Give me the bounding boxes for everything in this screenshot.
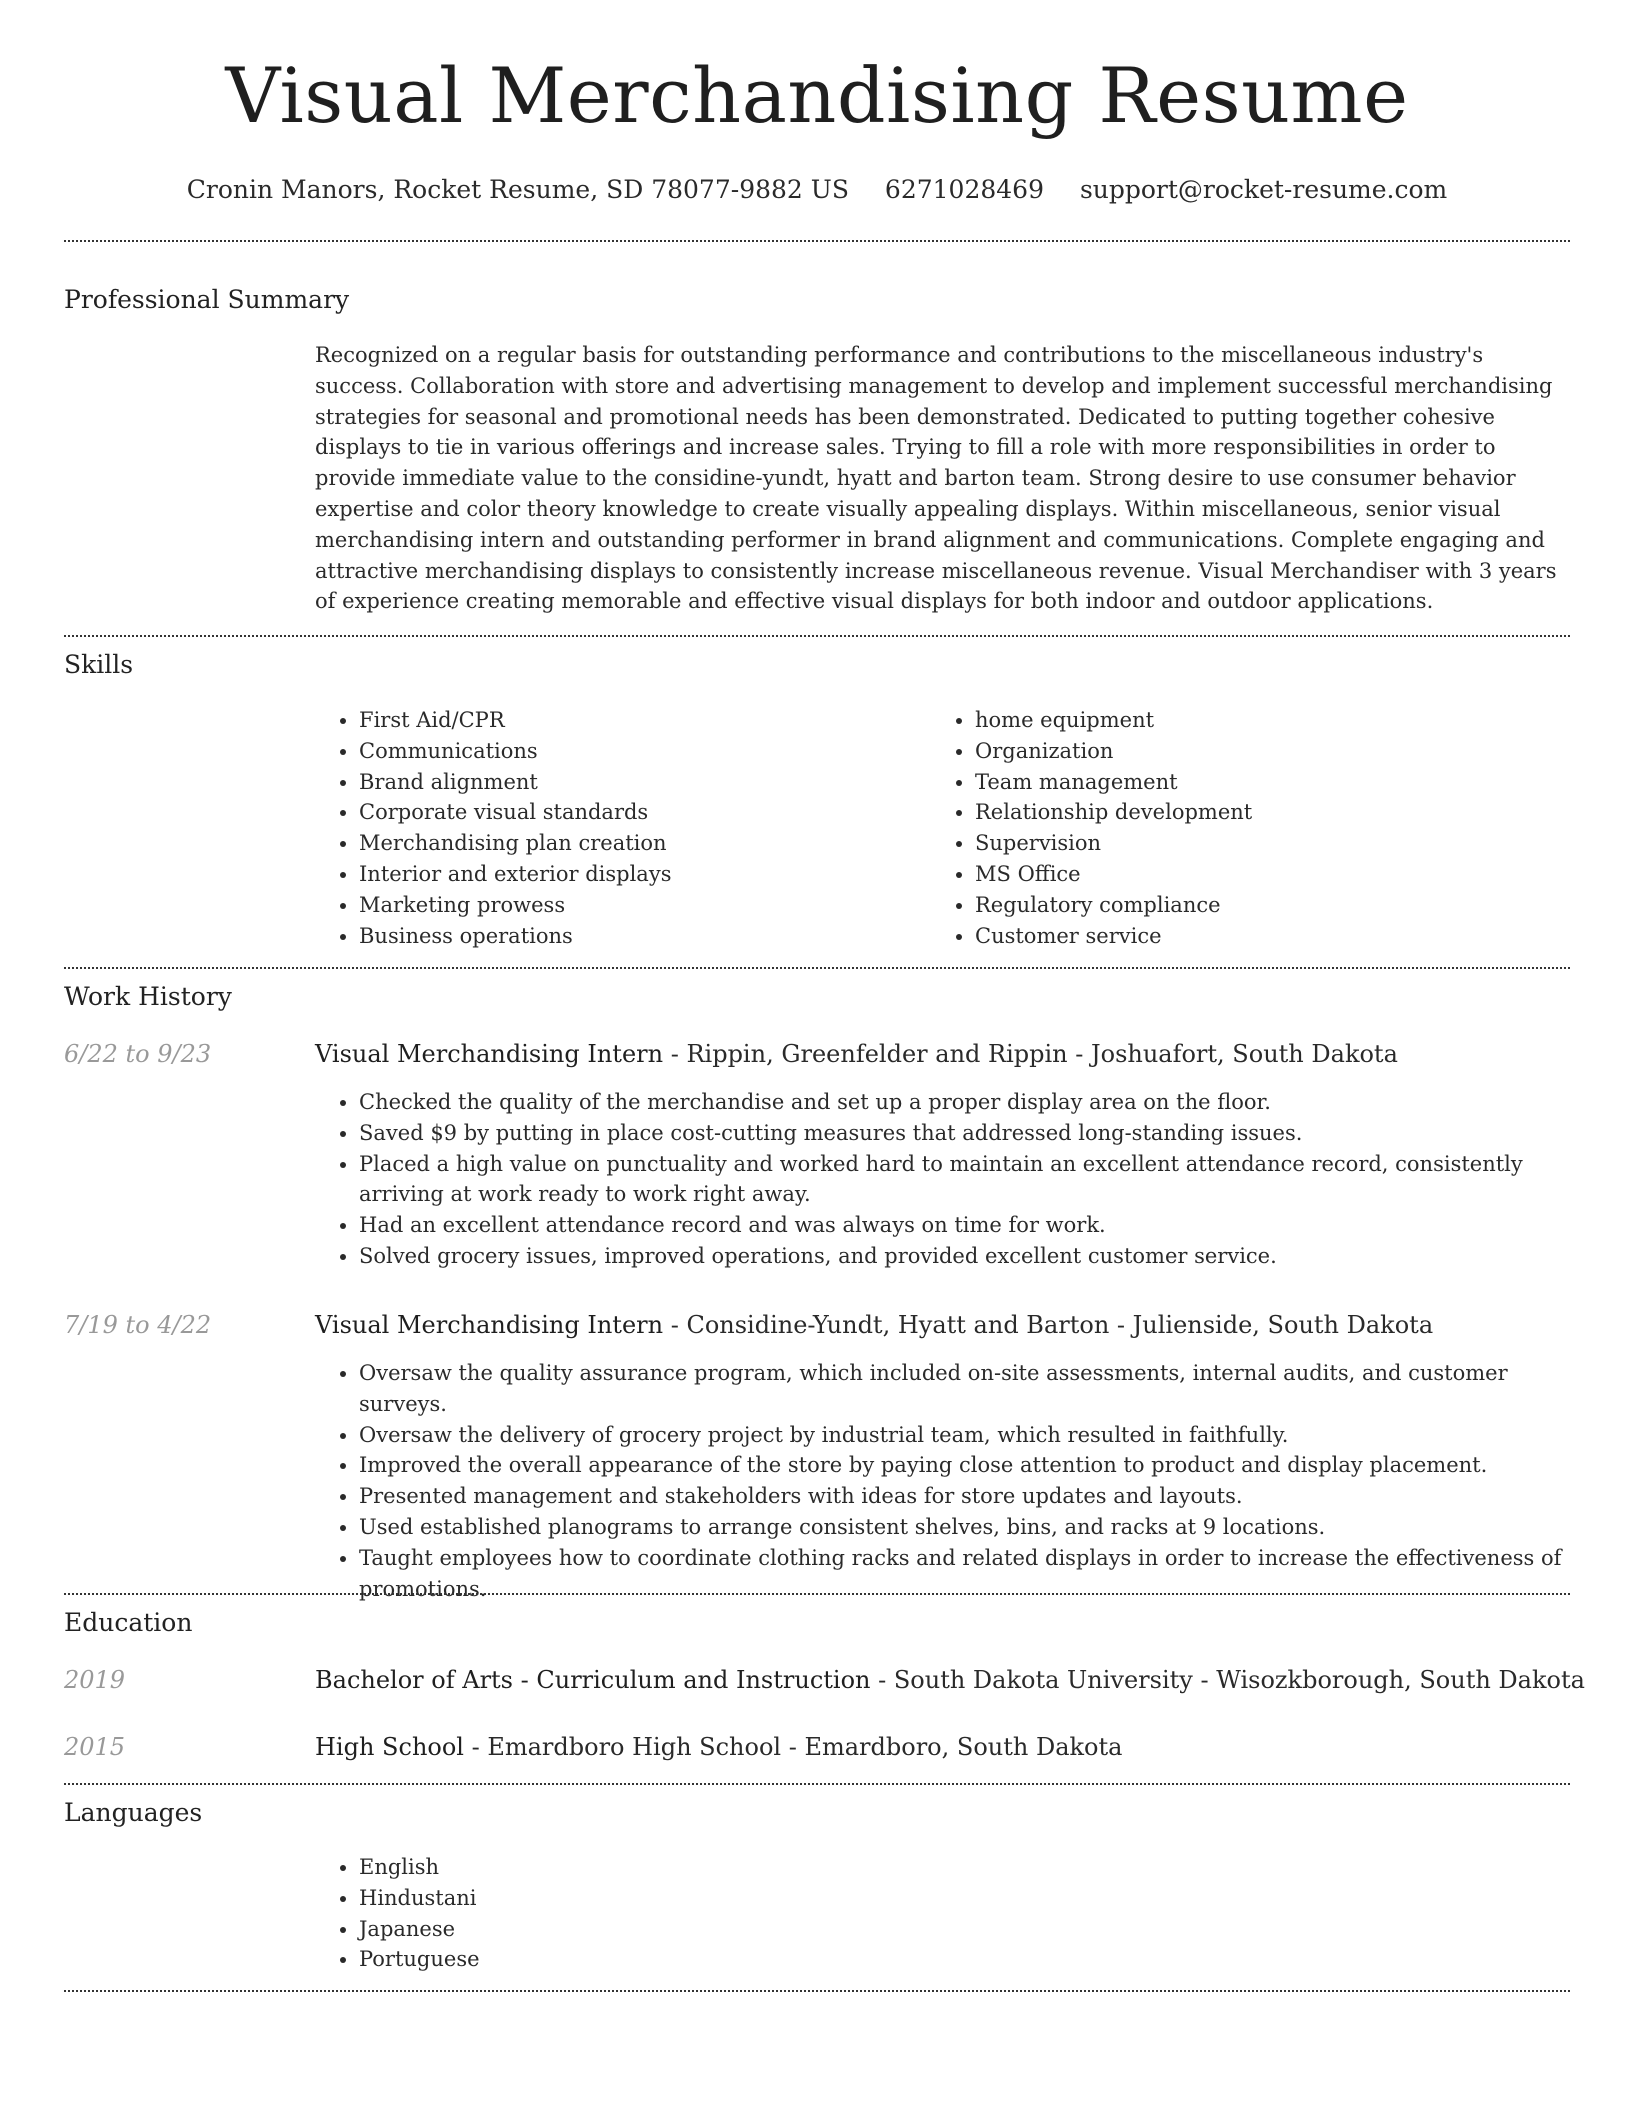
skills-column-left: [315, 705, 931, 951]
job-bullet: • Had an excellent attendance record and was always on time for work.: [359, 1210, 1570, 1241]
job-heading: [315, 1308, 1570, 1342]
job-bullet: • Taught employees how to coordinate clothing racks and related displays in order to increase the effectiveness of promotions.: [359, 1543, 1570, 1605]
job-bullet: • Placed a high value on punctuality and worked hard to maintain an excellent attendance record, consistently arriving at work ready to work right away.: [359, 1149, 1570, 1211]
language-item: • Japanese: [359, 1914, 1570, 1945]
skill-item: • Supervision: [975, 828, 1547, 859]
job-role: Visual Merchandising Intern: [315, 1040, 664, 1068]
skills-column-right: [931, 705, 1547, 951]
skill-item: • Relationship development: [975, 797, 1547, 828]
skills-columns: [315, 705, 1570, 951]
job-bullet: • Saved $9 by putting in place cost-cutting measures that addressed long-standing issues.: [359, 1118, 1570, 1149]
divider-languages: [64, 1990, 1570, 1992]
job-bullet: • Checked the quality of the merchandise and set up a proper display area on the floor.: [359, 1087, 1570, 1118]
skill-item: • Communications: [359, 736, 931, 767]
skill-item: • Regulatory compliance: [975, 890, 1547, 921]
section-title-education: Education: [64, 1608, 193, 1637]
job-bullet: • Oversaw the delivery of grocery project by industrial team, which resulted in faithfully.: [359, 1420, 1570, 1451]
section-title-skills: Skills: [64, 650, 134, 679]
job-bullet: • Presented management and stakeholders with ideas for store updates and layouts.: [359, 1481, 1570, 1512]
section-title-summary: Professional Summary: [64, 285, 350, 314]
job-employer: - Considine-Yundt, Hyatt and Barton - Julienside, South Dakota: [663, 1311, 1434, 1339]
skill-item: • Business operations: [359, 921, 931, 952]
skill-item: • Interior and exterior displays: [359, 859, 931, 890]
skill-item: • First Aid/CPR: [359, 705, 931, 736]
education-year: 2019: [64, 1666, 126, 1694]
education-degree: High School: [315, 1733, 464, 1761]
job-bullets: [315, 1358, 1570, 1604]
education-year: 2015: [64, 1733, 126, 1761]
contact-email: support@rocket-resume.com: [1079, 175, 1448, 204]
job-bullet: • Solved grocery issues, improved operations, and provided excellent customer service.: [359, 1241, 1570, 1272]
education-school: - Emardboro High School - Emardboro, South Dakota: [463, 1733, 1123, 1761]
section-title-languages: Languages: [64, 1798, 203, 1827]
contact-address: Cronin Manors, Rocket Resume, SD 78077-9882 US: [186, 175, 849, 204]
skill-item: • Brand alignment: [359, 767, 931, 798]
divider-work: [64, 1593, 1570, 1595]
language-item: • English: [359, 1852, 1570, 1883]
job-employer: - Rippin, Greenfelder and Rippin - Joshuafort, South Dakota: [663, 1040, 1398, 1068]
job-bullets: [315, 1087, 1570, 1272]
job-heading: [315, 1037, 1570, 1071]
divider-skills: [64, 967, 1570, 969]
job-bullet: • Improved the overall appearance of the store by paying close attention to product and display placement.: [359, 1450, 1570, 1481]
education-school: - South Dakota University - Wisozkborough, South Dakota: [870, 1666, 1585, 1694]
education-entry: [315, 1730, 1570, 1764]
language-item: • Portuguese: [359, 1944, 1570, 1975]
job-bullet: • Used established planograms to arrange consistent shelves, bins, and racks at 9 locations.: [359, 1512, 1570, 1543]
skill-item: • Team management: [975, 767, 1547, 798]
skill-item: • Corporate visual standards: [359, 797, 931, 828]
divider-education: [64, 1783, 1570, 1785]
skill-item: • Marketing prowess: [359, 890, 931, 921]
divider-header: [64, 240, 1570, 242]
education-entry: [315, 1663, 1585, 1697]
skill-item: • home equipment: [975, 705, 1547, 736]
resume-title: Visual Merchandising Resume: [225, 51, 1409, 140]
job-dates: 6/22 to 9/23: [64, 1040, 212, 1068]
divider-summary: [64, 635, 1570, 637]
languages-list: [315, 1852, 1570, 1975]
job-role: Visual Merchandising Intern: [315, 1311, 664, 1339]
skill-item: • Merchandising plan creation: [359, 828, 931, 859]
contact-phone: 6271028469: [884, 175, 1044, 204]
section-title-work: Work History: [64, 982, 232, 1011]
summary-text: Recognized on a regular basis for outstanding performance and contributions to the miscellaneous industry's success. Collaboration with store and advertising management to develop and implement successful merchandising strategies for seasonal and promotional needs has been demonstrated. Dedicated to putting together cohesive displays to tie in various offerings and increase sales. Trying to fill a role with more responsibilities in order to provide immediate value to the considine-yundt, hyatt and barton team. Strong desire to use consumer behavior expertise and color theory knowledge to create visually appealing displays. Within miscellaneous, senior visual merchandising intern and outstanding performer in brand alignment and communications. Complete engaging and attractive merchandising displays to consistently increase miscellaneous revenue. Visual Merchandiser with 3 years of experience creating memorable and effective visual displays for both indoor and outdoor applications.: [315, 343, 1557, 614]
skill-item: • Organization: [975, 736, 1547, 767]
skill-item: • MS Office: [975, 859, 1547, 890]
contact-line: [64, 170, 1570, 210]
education-degree: Bachelor of Arts - Curriculum and Instruction: [315, 1666, 871, 1694]
job-dates: 7/19 to 4/22: [64, 1311, 212, 1339]
job-bullet: • Oversaw the quality assurance program, which included on-site assessments, internal audits, and customer surveys.: [359, 1358, 1570, 1420]
skill-item: • Customer service: [975, 921, 1547, 952]
language-item: • Hindustani: [359, 1883, 1570, 1914]
